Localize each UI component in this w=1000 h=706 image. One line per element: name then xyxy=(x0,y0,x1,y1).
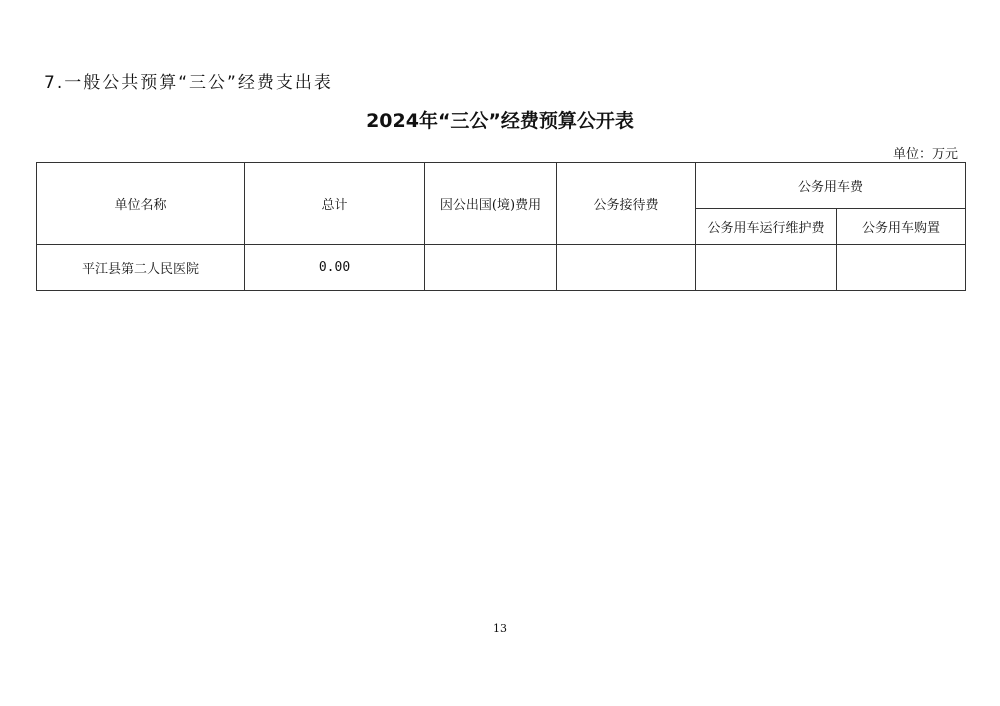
cell-reception xyxy=(557,245,696,291)
header-vehicle-group: 公务用车费 xyxy=(696,163,966,209)
cell-total: 0.00 xyxy=(245,245,425,291)
header-vehicle-maintenance: 公务用车运行维护费 xyxy=(696,209,837,245)
header-overseas: 因公出国(境)费用 xyxy=(425,163,557,245)
table-row xyxy=(37,245,966,291)
section-heading: 7.一般公共预算“三公”经费支出表 xyxy=(44,73,333,93)
header-vehicle-purchase: 公务用车购置 xyxy=(837,209,966,245)
three-public-expenses-table xyxy=(36,162,966,291)
header-unit-name: 单位名称 xyxy=(37,163,245,245)
header-reception: 公务接待费 xyxy=(557,163,696,245)
cell-vehicle-purchase xyxy=(837,245,966,291)
cell-vehicle-maintenance xyxy=(696,245,837,291)
document-title: 2024年“三公”经费预算公开表 xyxy=(366,110,634,132)
unit-label: 单位：万元 xyxy=(892,147,958,162)
header-total: 总计 xyxy=(245,163,425,245)
cell-overseas xyxy=(425,245,557,291)
table-header-row xyxy=(37,163,966,209)
page-number: 13 xyxy=(493,622,507,635)
cell-unit-name: 平江县第二人民医院 xyxy=(37,245,245,291)
